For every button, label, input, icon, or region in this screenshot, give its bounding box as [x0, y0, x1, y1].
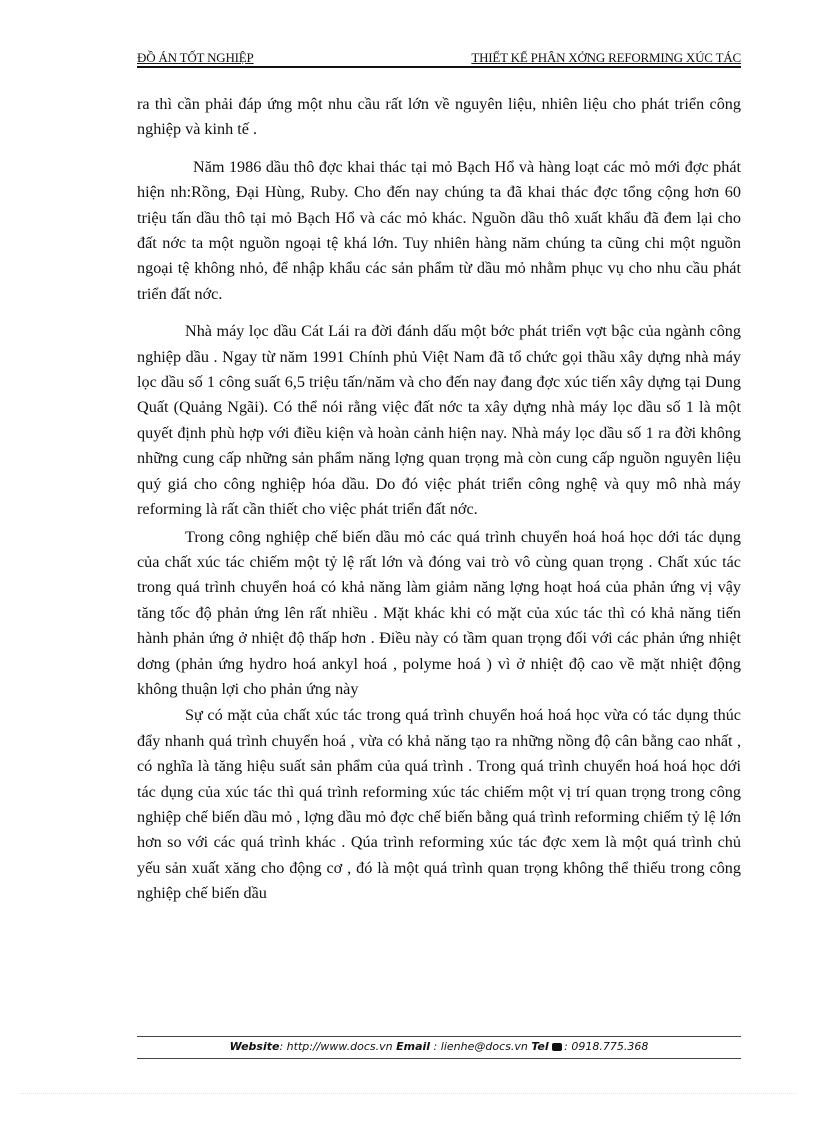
footer-website-label: Website: [229, 1040, 280, 1053]
page-footer: [137, 1040, 741, 1053]
paragraph-4: Trong công nghiệp chế biến dầu mỏ các quá trình chuyển hoá hoá học dới tác dụng của chất xúc tác chiếm một tỷ lệ rất lớn và đóng vai trò vô cùng quan trọng . Chất xúc tác trong quá trình chuyển hoá có khả năng làm giảm năng lợng hoạt hoá của phản ứng vị vậy tăng tốc độ phản ứng lên rất nhiều . Mặt khác khi có mặt của xúc tác thì có khả năng tiến hành phản ứng ở nhiệt độ thấp hơn . Điều này có tầm quan trọng đối với các phản ứng nhiệt dơng (phản ứng hydro hoá ankyl hoá , polyme hoá ) vì ở nhiệt độ cao về mặt nhiệt động không thuận lợi cho phản ứng này: [137, 527, 741, 698]
footer-divider-top: [137, 1036, 741, 1037]
page-bottom-rule: [20, 1093, 796, 1094]
page-header: [137, 49, 741, 68]
header-left-title: ĐỒ ÁN TỐT NGHIỆP: [137, 50, 254, 65]
footer-tel-value: : 0918.775.368: [564, 1040, 649, 1053]
footer-divider-bottom: [137, 1058, 741, 1059]
paragraph-1: ra thì cần phải đáp ứng một nhu cầu rất lớn về nguyên liệu, nhiên liệu cho phát triển công nghiệp và kinh tế .: [137, 95, 741, 139]
paragraph-3: Nhà máy lọc dầu Cát Lái ra đời đánh dấu một bớc phát triển vợt bậc của ngành công nghiệp dầu . Ngay từ năm 1991 Chính phủ Việt Nam đã tổ chức gọi thầu xây dựng nhà máy lọc dầu số 1 công suất 6,5 triệu tấn/năm và cho đến nay đang đợc xúc tiến xây dựng tại Dung Quất (Quảng Ngãi). Có thể nói rằng việc đất nớc ta xây dựng nhà máy lọc dầu số 1 là một quyết định phù hợp với điều kiện và hoàn cảnh hiện nay. Nhà máy lọc dầu số 1 ra đời không những cung cấp những sản phẩm năng lợng quan trọng mà còn cung cấp nguồn nguyên liệu quý giá cho công nghiệp hóa dầu. Do đó việc phát triển công nghệ và quy mô nhà máy reforming là rất cần thiết cho việc phát triển đất nớc.: [137, 322, 741, 519]
footer-email-label: Email: [396, 1040, 431, 1053]
footer-tel-label: Tel: [531, 1040, 549, 1053]
header-right-title: THIẾT KẾ PHÂN XỞNG REFORMING XÚC TÁC: [471, 50, 741, 65]
footer-website-value[interactable]: : http://www.docs.vn: [279, 1040, 393, 1053]
footer-email-value[interactable]: : lienhe@docs.vn: [430, 1040, 528, 1053]
document-body: [137, 92, 741, 907]
phone-icon: [552, 1043, 562, 1051]
paragraph-5: Sự có mặt của chất xúc tác trong quá trình chuyển hoá hoá học vừa có tác dụng thúc đẩy nhanh quá trình chuyển hoá , vừa có khả năng tạo ra những nồng độ cân bằng cao nhất , có nghĩa là tăng hiệu suất sản phẩm của quá trình . Trong quá trình chuyển hoá hoá học dới tác dụng của xúc tác thì quá trình reforming xúc tác chiếm một vị trí quan trọng trong công nghiệp chế biến dầu mỏ , lợng dầu mỏ đợc chế biến bằng quá trình reforming chiếm tỷ lệ lớn hơn so với các quá trình khác . Qúa trình reforming xúc tác đợc xem là một quá trình chủ yếu sản xuất xăng cho động cơ , đó là một quá trình quan trọng không thể thiếu trong công nghiệp chế biến dầu: [137, 706, 741, 903]
paragraph-2: Năm 1986 dầu thô đợc khai thác tại mỏ Bạch Hổ và hàng loạt các mỏ mới đợc phát hiện nh:Rồng, Đại Hùng, Ruby. Cho đến nay chúng ta đã khai thác đợc tổng cộng hơn 60 triệu tấn dầu thô tại mỏ Bạch Hổ và các mỏ khác. Nguồn dầu thô xuất khẩu đã đem lại cho đất nớc ta một nguồn ngoại tệ khá lớn. Tuy nhiên hàng năm chúng ta cũng chi một nguồn ngoại tệ không nhỏ, để nhập khẩu các sản phẩm từ dầu mỏ nhằm phục vụ cho nhu cầu phát triển đất nớc.: [137, 157, 741, 303]
